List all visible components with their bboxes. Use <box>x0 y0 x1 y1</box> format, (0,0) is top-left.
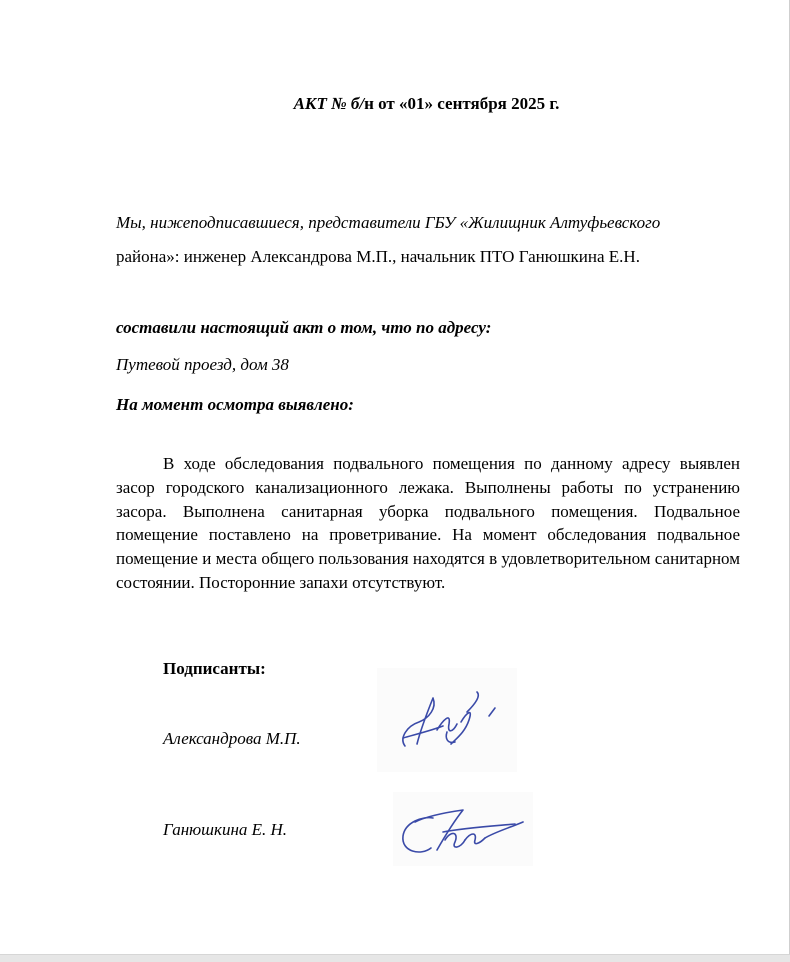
signature-image-1 <box>377 668 517 772</box>
act-title <box>0 94 790 114</box>
page-gap <box>0 955 790 962</box>
act-title-part2: н от «01» сентября 2025 г. <box>364 94 560 113</box>
signature-1-icon <box>377 668 517 772</box>
signer-name-1: Александрова М.П. <box>163 729 301 748</box>
signer-name-2: Ганюшкина Е. Н. <box>163 820 288 839</box>
intro-paragraph <box>116 206 746 274</box>
composed-label: составили настоящий акт о том, что по адресу: <box>116 318 492 337</box>
act-title-part1: АКТ № б/ <box>293 94 365 113</box>
intro-line-2: района»: инженер Александрова М.П., начальник ПТО Ганюшкина Е.Н. <box>116 247 640 266</box>
inspection-findings: В ходе обследования подвального помещения по данному адресу выявлен засор городского канализационного лежака. Выполнены работы по устранению засора. Выполнена санитарная уборка подвального помещения. Подвальное помещение поставлено на проветривание. На момент обследования подвальное помещение и места общего пользования находятся в удовлетворительном санитарном состоянии. Посторонние запахи отсутствуют. <box>116 454 740 592</box>
revealed-label: На момент осмотра выявлено: <box>116 395 354 414</box>
address-text: Путевой проезд, дом 38 <box>116 355 289 374</box>
signature-image-2 <box>393 792 533 866</box>
signature-2-icon <box>393 792 533 866</box>
intro-line-1: Мы, нижеподписавшиеся, представители ГБУ «Жилищник Алтуфьевского <box>116 213 661 232</box>
signers-title: Подписанты: <box>163 659 266 678</box>
